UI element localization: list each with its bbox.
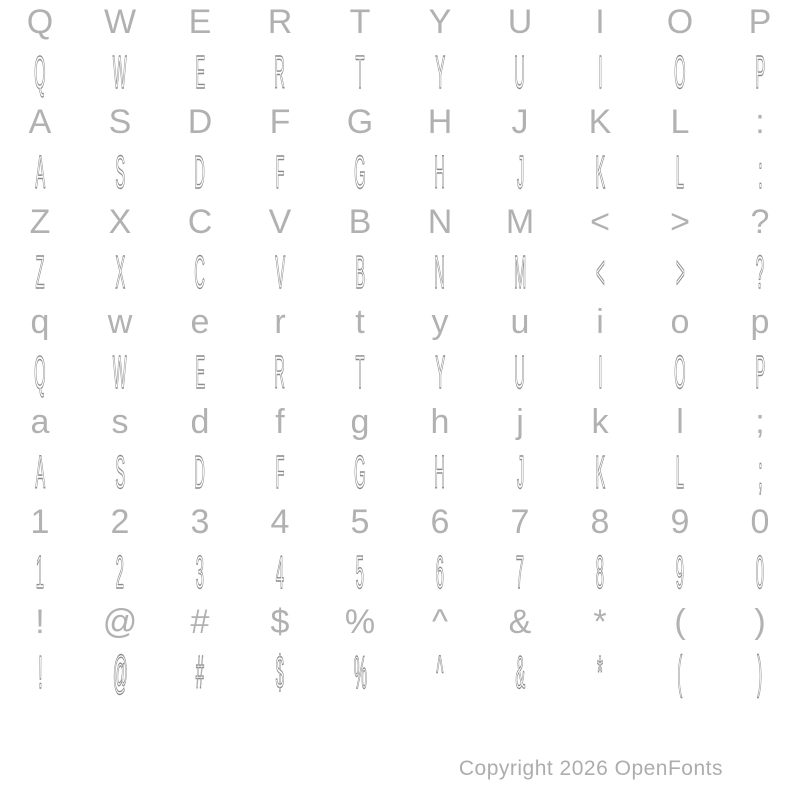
preview-glyph-outline: @ <box>112 646 128 698</box>
preview-glyph <box>480 244 560 300</box>
glyph-row-pair <box>0 500 800 600</box>
preview-glyph-outline: E <box>195 346 205 398</box>
preview-glyph <box>80 244 160 300</box>
preview-glyph <box>720 544 800 600</box>
preview-glyph <box>160 244 240 300</box>
reference-glyph: X <box>108 202 132 241</box>
preview-glyph-outline: 3 <box>195 546 205 598</box>
preview-glyph-outline: T <box>355 46 365 98</box>
preview-glyph <box>80 44 160 100</box>
preview-glyph <box>160 444 240 500</box>
preview-glyph-outline: 4 <box>275 546 285 598</box>
glyph-row-pair <box>0 400 800 500</box>
preview-glyph-outline: 0 <box>755 546 765 598</box>
reference-glyph: g <box>350 402 370 441</box>
preview-glyph-outline: < <box>595 246 605 298</box>
preview-glyph-outline: Y <box>435 346 445 398</box>
reference-glyph-row <box>0 0 800 44</box>
preview-glyph-outline: W <box>113 346 127 398</box>
preview-glyph <box>640 244 720 300</box>
reference-glyph: V <box>268 202 292 241</box>
preview-glyph <box>400 644 480 700</box>
reference-glyph: N <box>427 202 453 241</box>
reference-glyph: H <box>427 102 453 141</box>
preview-glyph-outline: ) <box>757 646 763 698</box>
glyph-row-pair <box>0 600 800 700</box>
preview-glyph <box>240 244 320 300</box>
preview-glyph-outline: R <box>274 46 286 98</box>
preview-glyph <box>480 544 560 600</box>
preview-glyph-row <box>0 44 800 100</box>
preview-glyph-outline: V <box>275 246 285 298</box>
reference-glyph: 6 <box>430 502 450 541</box>
reference-glyph: 0 <box>750 502 770 541</box>
preview-glyph <box>400 44 480 100</box>
preview-glyph-outline: 9 <box>675 546 685 598</box>
preview-glyph <box>80 344 160 400</box>
preview-glyph <box>320 344 400 400</box>
reference-glyph: l <box>676 402 684 441</box>
preview-glyph <box>0 44 80 100</box>
preview-glyph <box>720 144 800 200</box>
preview-glyph-outline: P <box>755 46 765 98</box>
reference-glyph: D <box>187 102 213 141</box>
reference-glyph: i <box>596 302 604 341</box>
preview-glyph-outline: O <box>674 346 686 398</box>
reference-glyph: & <box>508 602 532 641</box>
preview-glyph-row <box>0 244 800 300</box>
reference-glyph: 4 <box>270 502 290 541</box>
reference-glyph: I <box>595 2 605 41</box>
preview-glyph <box>560 44 640 100</box>
preview-glyph-outline: J <box>516 446 524 498</box>
preview-glyph <box>400 444 480 500</box>
preview-glyph <box>320 644 400 700</box>
reference-glyph: ( <box>674 602 686 641</box>
glyph-row-pair <box>0 100 800 200</box>
preview-glyph <box>80 444 160 500</box>
reference-glyph: : <box>755 102 765 141</box>
preview-glyph <box>480 344 560 400</box>
preview-glyph-outline: N <box>434 246 446 298</box>
reference-glyph: 7 <box>510 502 530 541</box>
reference-glyph: ? <box>750 202 770 241</box>
preview-glyph <box>480 44 560 100</box>
preview-glyph-outline: C <box>194 246 206 298</box>
glyph-row-pair <box>0 200 800 300</box>
reference-glyph: E <box>188 2 212 41</box>
reference-glyph-row <box>0 600 800 644</box>
preview-glyph-row <box>0 644 800 700</box>
preview-glyph-outline: S <box>115 446 125 498</box>
reference-glyph: L <box>670 102 690 141</box>
preview-glyph-outline: R <box>274 346 286 398</box>
reference-glyph: d <box>190 402 210 441</box>
preview-glyph-outline: # <box>195 646 205 698</box>
preview-glyph <box>720 344 800 400</box>
preview-glyph-outline: A <box>35 146 45 198</box>
reference-glyph: # <box>190 602 210 641</box>
copyright-text: Copyright 2026 OpenFonts <box>458 757 723 780</box>
preview-glyph-outline: 1 <box>35 546 45 598</box>
preview-glyph-outline: B <box>355 246 365 298</box>
reference-glyph: t <box>355 302 365 341</box>
reference-glyph-row <box>0 500 800 544</box>
reference-glyph: F <box>269 102 291 141</box>
preview-glyph <box>480 144 560 200</box>
reference-glyph: ! <box>35 602 45 641</box>
preview-glyph-outline: 8 <box>595 546 605 598</box>
reference-glyph: S <box>108 102 132 141</box>
reference-glyph: O <box>666 2 694 41</box>
preview-glyph <box>240 444 320 500</box>
preview-glyph <box>720 244 800 300</box>
preview-glyph-outline: 7 <box>515 546 525 598</box>
preview-glyph-row <box>0 144 800 200</box>
preview-glyph <box>0 244 80 300</box>
preview-glyph-outline: A <box>35 446 45 498</box>
preview-glyph-outline: 6 <box>435 546 445 598</box>
preview-glyph-outline: M <box>513 246 527 298</box>
preview-glyph-outline: G <box>354 146 366 198</box>
reference-glyph: C <box>187 202 213 241</box>
preview-glyph <box>640 144 720 200</box>
reference-glyph: U <box>507 2 533 41</box>
preview-glyph-outline: ^ <box>436 646 444 698</box>
preview-glyph-outline: Q <box>34 46 46 98</box>
preview-glyph <box>240 544 320 600</box>
preview-glyph-outline: ( <box>677 646 683 698</box>
preview-glyph <box>560 444 640 500</box>
reference-glyph: ; <box>755 402 765 441</box>
preview-glyph-outline: Z <box>35 246 45 298</box>
preview-glyph-outline: D <box>194 146 206 198</box>
preview-glyph-outline: ! <box>37 646 43 698</box>
reference-glyph: > <box>670 202 690 241</box>
reference-glyph: P <box>748 2 772 41</box>
reference-glyph: T <box>349 2 371 41</box>
reference-glyph-row <box>0 100 800 144</box>
preview-glyph <box>560 144 640 200</box>
preview-glyph-outline: F <box>275 446 285 498</box>
preview-glyph <box>160 544 240 600</box>
reference-glyph: % <box>344 602 376 641</box>
preview-glyph-row <box>0 344 800 400</box>
preview-glyph-outline: K <box>595 146 605 198</box>
reference-glyph: 8 <box>590 502 610 541</box>
preview-glyph-outline: L <box>675 446 685 498</box>
reference-glyph: @ <box>102 602 138 641</box>
reference-glyph: B <box>348 202 372 241</box>
preview-glyph-outline: W <box>113 46 127 98</box>
preview-glyph <box>0 444 80 500</box>
preview-glyph-outline: ; <box>757 446 763 498</box>
reference-glyph: Y <box>428 2 452 41</box>
reference-glyph: j <box>516 402 524 441</box>
preview-glyph-outline: E <box>195 46 205 98</box>
preview-glyph <box>240 144 320 200</box>
preview-glyph-outline: D <box>194 446 206 498</box>
preview-glyph <box>80 144 160 200</box>
preview-glyph <box>160 344 240 400</box>
preview-glyph <box>240 644 320 700</box>
reference-glyph: A <box>28 102 52 141</box>
preview-glyph <box>320 244 400 300</box>
preview-glyph <box>0 644 80 700</box>
preview-glyph-outline: S <box>115 146 125 198</box>
preview-glyph <box>560 344 640 400</box>
preview-glyph-outline: ? <box>755 246 765 298</box>
preview-glyph <box>0 344 80 400</box>
preview-glyph-outline: H <box>434 446 446 498</box>
preview-glyph <box>400 544 480 600</box>
reference-glyph-row <box>0 400 800 444</box>
preview-glyph-outline: $ <box>275 646 285 698</box>
preview-glyph <box>80 644 160 700</box>
reference-glyph: < <box>590 202 610 241</box>
reference-glyph: G <box>346 102 374 141</box>
preview-glyph-outline: 2 <box>115 546 125 598</box>
reference-glyph: 2 <box>110 502 130 541</box>
reference-glyph: q <box>30 302 50 341</box>
reference-glyph: Z <box>29 202 51 241</box>
preview-glyph <box>0 544 80 600</box>
preview-glyph-outline: O <box>674 46 686 98</box>
reference-glyph-row <box>0 300 800 344</box>
preview-glyph-outline: X <box>115 246 125 298</box>
preview-glyph-outline: Y <box>435 46 445 98</box>
preview-glyph-outline: J <box>516 146 524 198</box>
preview-glyph-outline: T <box>355 346 365 398</box>
preview-glyph <box>160 144 240 200</box>
preview-glyph-row <box>0 544 800 600</box>
preview-glyph-outline: % <box>353 646 367 698</box>
preview-glyph-outline: * <box>597 646 603 698</box>
preview-glyph <box>320 544 400 600</box>
preview-glyph <box>640 444 720 500</box>
preview-glyph <box>240 44 320 100</box>
reference-glyph: a <box>30 402 50 441</box>
reference-glyph: w <box>107 302 133 341</box>
preview-glyph <box>80 544 160 600</box>
reference-glyph: u <box>510 302 530 341</box>
reference-glyph: f <box>275 402 285 441</box>
preview-glyph-outline: K <box>595 446 605 498</box>
reference-glyph: R <box>267 2 293 41</box>
reference-glyph: K <box>588 102 612 141</box>
preview-glyph <box>640 44 720 100</box>
glyph-row-pair <box>0 300 800 400</box>
preview-glyph <box>320 444 400 500</box>
preview-glyph-outline: I <box>597 46 603 98</box>
reference-glyph: * <box>593 602 607 641</box>
preview-glyph <box>560 244 640 300</box>
preview-glyph <box>480 644 560 700</box>
preview-glyph <box>400 344 480 400</box>
preview-glyph <box>160 644 240 700</box>
preview-glyph-outline: : <box>757 146 763 198</box>
preview-glyph-outline: P <box>755 346 765 398</box>
preview-glyph <box>640 544 720 600</box>
reference-glyph: k <box>591 402 609 441</box>
reference-glyph: ) <box>754 602 766 641</box>
preview-glyph-outline: F <box>275 146 285 198</box>
preview-glyph-outline: & <box>515 646 525 698</box>
preview-glyph <box>320 144 400 200</box>
reference-glyph: 5 <box>350 502 370 541</box>
preview-glyph <box>400 244 480 300</box>
preview-glyph <box>640 344 720 400</box>
glyph-row-pair <box>0 0 800 100</box>
reference-glyph: s <box>111 402 129 441</box>
preview-glyph <box>720 644 800 700</box>
preview-glyph <box>560 644 640 700</box>
preview-glyph-row <box>0 444 800 500</box>
reference-glyph: h <box>430 402 450 441</box>
preview-glyph-outline: U <box>514 346 526 398</box>
preview-glyph <box>240 344 320 400</box>
reference-glyph: o <box>670 302 690 341</box>
reference-glyph: Q <box>26 2 54 41</box>
reference-glyph: p <box>750 302 770 341</box>
reference-glyph: 9 <box>670 502 690 541</box>
preview-glyph-outline: U <box>514 46 526 98</box>
preview-glyph <box>720 444 800 500</box>
reference-glyph: 3 <box>190 502 210 541</box>
reference-glyph: ^ <box>432 602 448 641</box>
preview-glyph <box>160 44 240 100</box>
reference-glyph: W <box>103 2 137 41</box>
reference-glyph: M <box>505 202 535 241</box>
preview-glyph-outline: 5 <box>355 546 365 598</box>
preview-glyph-outline: G <box>354 446 366 498</box>
preview-glyph-outline: Q <box>34 346 46 398</box>
reference-glyph: $ <box>270 602 290 641</box>
reference-glyph: 1 <box>30 502 50 541</box>
reference-glyph: J <box>511 102 529 141</box>
preview-glyph <box>640 644 720 700</box>
reference-glyph: r <box>274 302 286 341</box>
preview-glyph-outline: H <box>434 146 446 198</box>
preview-glyph-outline: L <box>675 146 685 198</box>
preview-glyph <box>560 544 640 600</box>
preview-glyph <box>0 144 80 200</box>
preview-glyph-outline: > <box>675 246 685 298</box>
preview-glyph <box>320 44 400 100</box>
preview-glyph <box>400 144 480 200</box>
reference-glyph: e <box>190 302 210 341</box>
preview-glyph-outline: I <box>597 346 603 398</box>
preview-glyph <box>480 444 560 500</box>
reference-glyph-row <box>0 200 800 244</box>
preview-glyph <box>720 44 800 100</box>
reference-glyph: y <box>431 302 449 341</box>
